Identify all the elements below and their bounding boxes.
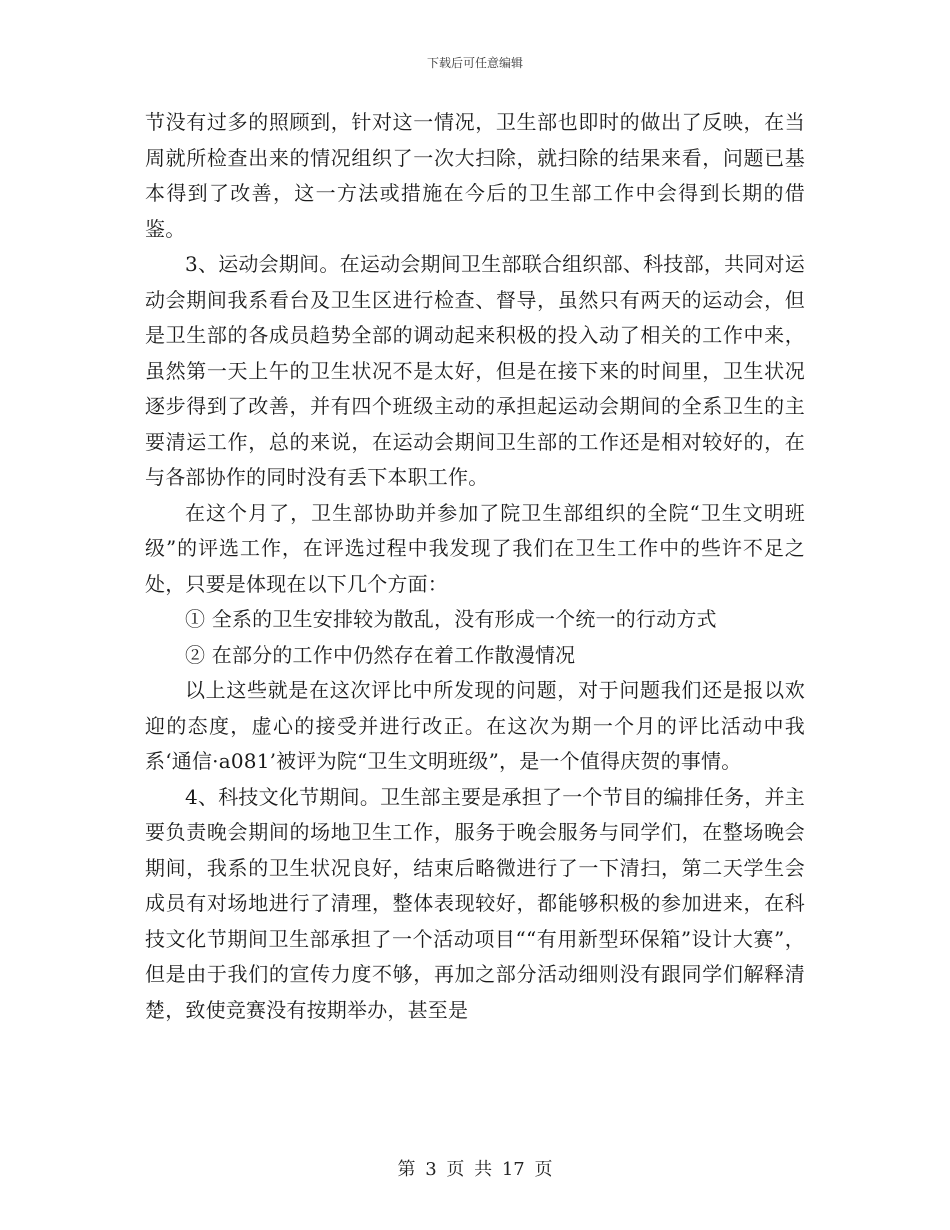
page-header: 下载后可任意编辑: [426, 56, 523, 70]
paragraph-sports-meet: 3、运动会期间。在运动会期间卫生部联合组织部、科技部，共同对运动会期间我系看台及卫生区进行检查、督导，虽然只有两天的运动会，但是卫生部的各成员趋势全部的调动起来积极的投入动了相关的工作中来，虽然第一天上午的卫生状况不是太好，但是在接下来的时间里，卫生状况逐步得到了改善，并有四个班级主动的承担起运动会期间的全系卫生的主要清运工作，总的来说，在运动会期间卫生部的工作还是相对较好的，在与各部协作的同时没有丢下本职工作。: [145, 252, 805, 489]
list-item-1: ① 全系的卫生安排较为散乱，没有形成一个统一的行动方式: [185, 607, 717, 631]
list-item-2: ② 在部分的工作中仍然存在着工作散漫情况: [185, 642, 576, 667]
paragraph-civilized-class-selection: 在这个月了，卫生部协助并参加了院卫生部组织的全院“卫生文明班级”的评选工作，在评选过程中我发现了我们在卫生工作中的些许不足之处，只要是体现在以下几个方面：: [145, 500, 805, 596]
page-number: 第 3 页 共 17 页: [397, 1159, 553, 1180]
paragraph-tech-culture-festival: 4、科技文化节期间。卫生部主要是承担了一个节目的编排任务，并主要负责晚会期间的场地卫生工作，服务于晚会服务与同学们，在整场晚会期间，我系的卫生状况良好，结束后略微进行了一下清扫，第二天学生会成员有对场地进行了清理，整体表现较好，都能够积极的参加进来，在科技文化节期间卫生部承担了一个活动项目““有用新型环保箱”设计大赛”，但是由于我们的宣传力度不够，再加之部分活动细则没有跟同学们解释清楚，致使竞赛没有按期举办，甚至是: [145, 784, 805, 1022]
paragraph-continuation: 节没有过多的照顾到，针对这一情况，卫生部也即时的做出了反映，在当周就所检查出来的情况组织了一次大扫除，就扫除的结果来看，问题已基本得到了改善，这一方法或措施在今后的卫生部工作中会得到长期的借鉴。: [145, 110, 805, 241]
document-body: [145, 105, 805, 1028]
paragraph-evaluation-result: 以上这些就是在这次评比中所发现的问题，对于问题我们还是报以欢迎的态度，虚心的接受并进行改正。在这次为期一个月的评比活动中我系‘通信·a081’被评为院“卫生文明班级”，是一个值得庆贺的事情。: [145, 678, 805, 773]
